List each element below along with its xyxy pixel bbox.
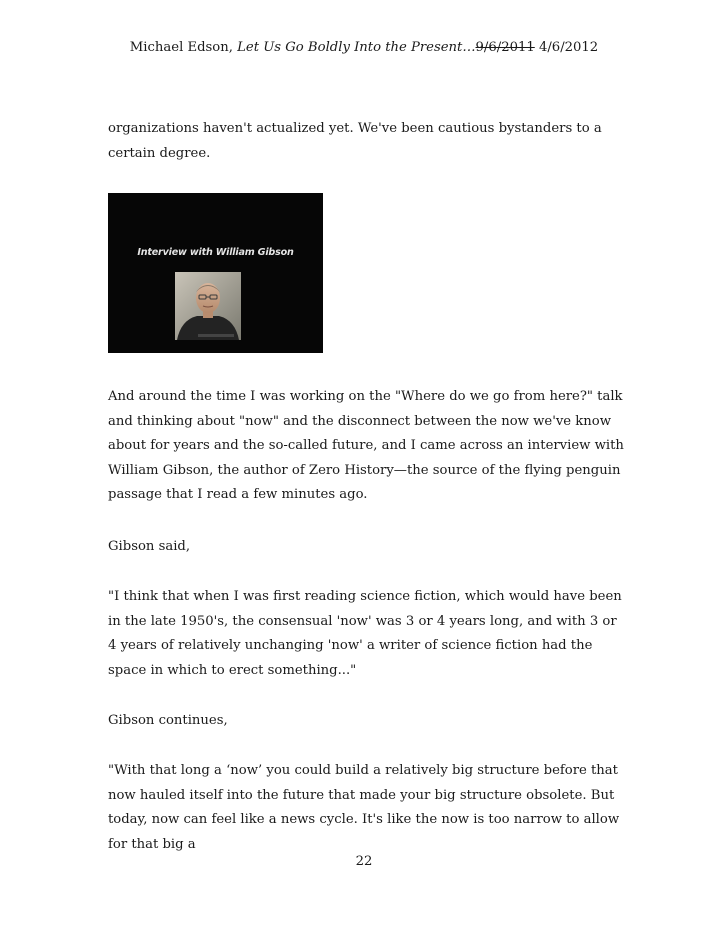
header-old-date: 9/6/2011 (475, 40, 535, 55)
video-thumbnail[interactable] (108, 193, 323, 353)
video-title: Interview with William Gibson (137, 247, 294, 258)
paragraph-intro: organizations haven't actualized yet. We've been cautious bystanders to a certain degree. (108, 121, 602, 161)
paragraph-gibson-said: Gibson said, (108, 539, 191, 554)
paragraph-quote-1: "I think that when I was first reading science fiction, which would have been in the late 1950's, the consensual 'now' was 3 or 4 years long, and with 3 or 4 years of relatively unchanging 'now' a writer of science fiction had the space in which to erect something..." (108, 589, 622, 678)
paragraph-gibson-continues: Gibson continues, (108, 713, 228, 728)
paragraph-quote-2: "With that long a ‘now’ you could build a relatively big structure before that now hauled itself into the future that made your big structure obsolete. But today, now can feel like a news cycle. It's like the now is too narrow to allow for that big a (108, 763, 620, 852)
header-title: Let Us Go Boldly Into the Present… (237, 40, 476, 55)
portrait-image (175, 272, 241, 340)
video-credit-mark (198, 334, 234, 337)
header-author: Michael Edson, (129, 40, 238, 55)
running-header (0, 40, 728, 55)
paragraph-gibson-intro: And around the time I was working on the "Where do we go from here?" talk and thinking about "now" and the disconnect between the now we've know about for years and the so-called future, and I came across an interview with William Gibson, the author of Zero History—the source of the flying penguin passage that I read a few minutes ago. (108, 389, 624, 503)
page-number: 22 (355, 854, 373, 869)
header-current-date: 4/6/2012 (534, 40, 599, 55)
